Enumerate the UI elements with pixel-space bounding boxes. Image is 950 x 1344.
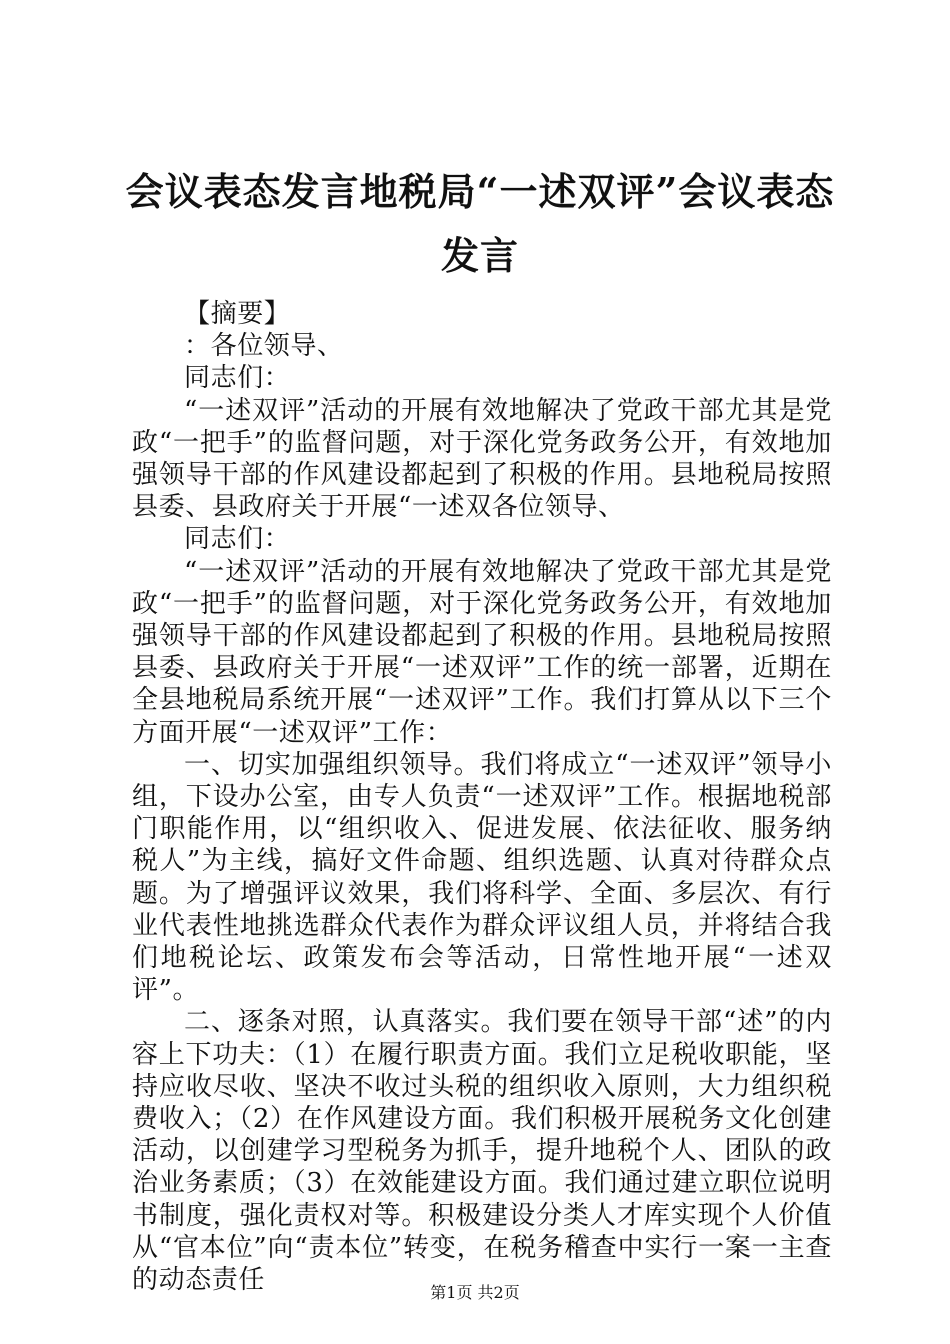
body-paragraph: 一、切实加强组织领导。我们将成立“一述双评”领导小组，下设办公室，由专人负责“一述双评”工作。根据地税部门职能作用，以“组织收入、促进发展、依法征收、服务纳税人”为主线，搞好文件命题、组织选题、认真对待群众点题。为了增强评议效果，我们将科学、全面、多层次、有行业代表性地挑选群众代表作为群众评议组人员，并将结合我们地税论坛、政策发布会等活动，日常性地开展“一述双评”。 bbox=[132, 749, 832, 1006]
document-title: 会议表态发言地税局“一述双评”会议表态发言 bbox=[125, 169, 835, 278]
body-paragraph: “一述双评”活动的开展有效地解决了党政干部尤其是党政“一把手”的监督问题，对于深化党务政务公开，有效地加强领导干部的作风建设都起到了积极的作用。县地税局按照县委、县政府关于开展“一述双各位领导、 bbox=[132, 395, 832, 523]
salutation-comrades: 同志们： bbox=[184, 524, 291, 555]
document-body bbox=[132, 298, 832, 1296]
page-footer: 第1页 共2页 bbox=[430, 1283, 520, 1302]
body-paragraph: “一述双评”活动的开展有效地解决了党政干部尤其是党政“一把手”的监督问题，对于深化党务政务公开，有效地加强领导干部的作风建设都起到了积极的作用。县地税局按照县委、县政府关于开展“一述双评”工作的统一部署，近期在全县地税局系统开展“一述双评”工作。我们打算从以下三个方面开展“一述双评”工作： bbox=[132, 556, 832, 748]
abstract-heading: 【摘要】 bbox=[184, 299, 291, 329]
body-paragraph: 二、逐条对照，认真落实。我们要在领导干部“述”的内容上下功夫：（1）在履行职责方面。我们立足税收职能，坚持应收尽收、坚决不收过头税的组织收入原则，大力组织税费收入；（2）在作风建设方面。我们积极开展税务文化创建活动，以创建学习型税务为抓手，提升地税个人、团队的政治业务素质；（3）在效能建设方面。我们通过建立职位说明书制度，强化责权对等。积极建设分类人才库实现个人价值从“官本位”向“责本位”转变，在税务稽查中实行一案一主查的动态责任 bbox=[132, 1007, 832, 1296]
salutation-leaders: ：各位领导、 bbox=[184, 331, 344, 362]
salutation-comrades: 同志们： bbox=[184, 363, 291, 394]
